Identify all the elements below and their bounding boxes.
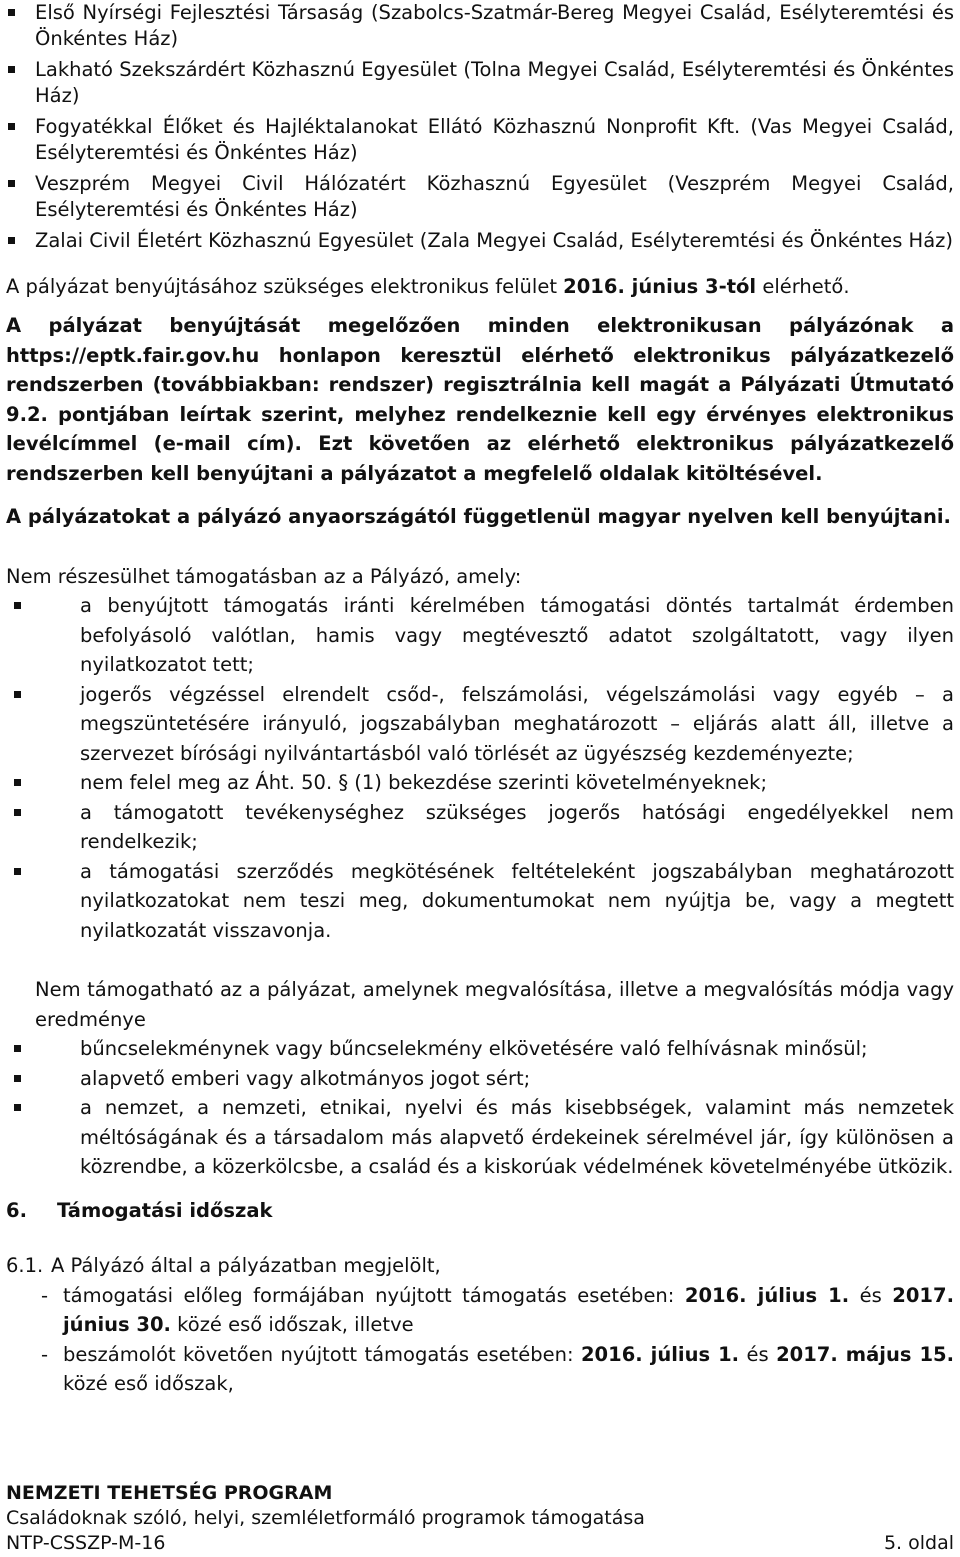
footer-program: NEMZETI TEHETSÉG PROGRAM [6,1482,333,1504]
availability-paragraph [6,272,954,302]
period-end-date: 2017. május 15. [776,1342,954,1366]
list-item [63,1281,954,1340]
registration-paragraph: A pályázat benyújtását megelőzően minden elektronikusan pályázónak a https://eptk.fair.gov.hu honlapon keresztül elérhető elektronikus pályázatkezelő rendszerben (továbbiakban: rendszer) regisztrálnia kell magát a Pályázati Útmutató 9.2. pontjában leírtak szerint, melyhez rendelkeznie kell egy érvényes elektronikus levélcímmel (e-mail cím). Ezt követően az elérhető elektronikus pályázatkezelő rendszerben kell benyújtani a pályázatot a megfelelő oldalak kitöltésével. [6,314,954,485]
availability-pre: A pályázat benyújtásához szükséges elektronikus felület [6,274,564,298]
footer-subtitle: Családoknak szóló, helyi, szemléletformáló programok támogatása [6,1507,645,1529]
subsection-text: A Pályázó által a pályázatban megjelölt, [51,1254,441,1277]
list-item: a nemzet, a nemzeti, etnikai, nyelvi és más kisebbségek, valamint más nemzetek méltóságának és a társadalom más alapvető érdekeinek sérelmével jár, így különösen a közrendbe, a közerkölcsbe, a család és a kiskorúak védelmének követelményébe ütközik. [80,1093,954,1182]
period-text-end: közé eső időszak, [63,1372,234,1395]
list-item: Fogyatékkal Élőket és Hajléktalanokat Ellátó Közhasznú Nonprofit Kft. (Vas Megyei Család, Esélyteremtési és Önkéntes Ház) [35,115,954,164]
availability-date: 2016. június 3-tól [563,274,757,298]
section-title: Támogatási időszak [57,1198,273,1222]
list-item: a benyújtott támogatás iránti kérelmében támogatási döntés tartalmát érdemben befolyásoló valótlan, hamis vagy megtévesztő adatot szolgáltatott, vagy ilyen nyilatkozatot tett; [80,591,954,680]
language-paragraph: A pályázatokat a pályázó anyaországától függetlenül magyar nyelven kell benyújtani. [6,505,951,528]
subsection-number: 6.1. [6,1254,44,1277]
period-text: támogatási előleg formájában nyújtott támogatás esetében: [63,1283,685,1307]
list-item: bűncselekménynek vagy bűncselekmény elkövetésére való felhívásnak minősül; [80,1034,954,1064]
list-item: Zalai Civil Életért Közhasznú Egyesület (Zala Megyei Család, Esélyteremtési és Önkéntes Ház) [35,229,954,252]
not-supported-list [6,1034,954,1182]
list-item: Veszprém Megyei Civil Hálózatért Közhasznú Egyesület (Veszprém Megyei Család, Esélyteremtési és Önkéntes Ház) [35,172,954,221]
list-item: a támogatott tevékenységhez szükséges jogerős hatósági engedélyekkel nem rendelkezik; [80,798,954,857]
section-number: 6. [6,1198,27,1222]
period-start-date: 2016. július 1. [580,1342,740,1366]
subsection-paragraph [6,1251,954,1281]
period-text: beszámolót követően nyújtott támogatás esetében: [63,1342,581,1366]
period-end-date: 2017. június 30. [63,1283,954,1336]
footer-row [6,1531,954,1556]
period-text-end: közé eső időszak, illetve [170,1313,414,1336]
list-item: jogerős végzéssel elrendelt csőd-, felszámolási, végelszámolási vagy egyéb – a megszüntetésére irányuló, jogszabályban meghatározott – eljárás alatt áll, illetve a szervezet bírósági nyilvántartásból való törlését az ügyészség kezdeményezte; [80,680,954,769]
list-item: Első Nyírségi Fejlesztési Társaság (Szabolcs-Szatmár-Bereg Megyei Család, Esélyteremtési és Önkéntes Ház) [35,1,954,50]
ineligible-intro: Nem részesülhet támogatásban az a Pályázó, amely: [6,564,522,588]
not-supported-intro: Nem támogatható az a pályázat, amelynek megvalósítása, illetve a megvalósítás módja vagy eredménye [35,978,954,1031]
list-item [63,1340,954,1399]
list-item: alapvető emberi vagy alkotmányos jogot sért; [80,1064,954,1094]
period-conjunction: és [849,1283,893,1307]
list-item: nem felel meg az Áht. 50. § (1) bekezdése szerinti követelményeknek; [80,768,954,798]
period-list [6,1281,954,1399]
organization-list [6,0,954,254]
section-heading [6,1196,954,1226]
list-item: Lakható Szekszárdért Közhasznú Egyesület (Tolna Megyei Család, Esélyteremtési és Önkéntes Ház) [35,58,954,107]
availability-post: elérhető. [756,274,850,298]
list-item: a támogatási szerződés megkötésének feltételeként jogszabályban meghatározott nyilatkozatokat nem teszi meg, dokumentumokat nem nyújtja be, vagy a megtett nyilatkozatát visszavonja. [80,857,954,946]
footer-page-number: 5. oldal [883,1532,954,1554]
period-start-date: 2016. július 1. [684,1283,850,1307]
page-footer [6,1481,954,1556]
footer-code: NTP-CSSZP-M-16 [6,1532,166,1554]
ineligible-list [6,591,954,945]
period-conjunction: és [739,1342,777,1366]
